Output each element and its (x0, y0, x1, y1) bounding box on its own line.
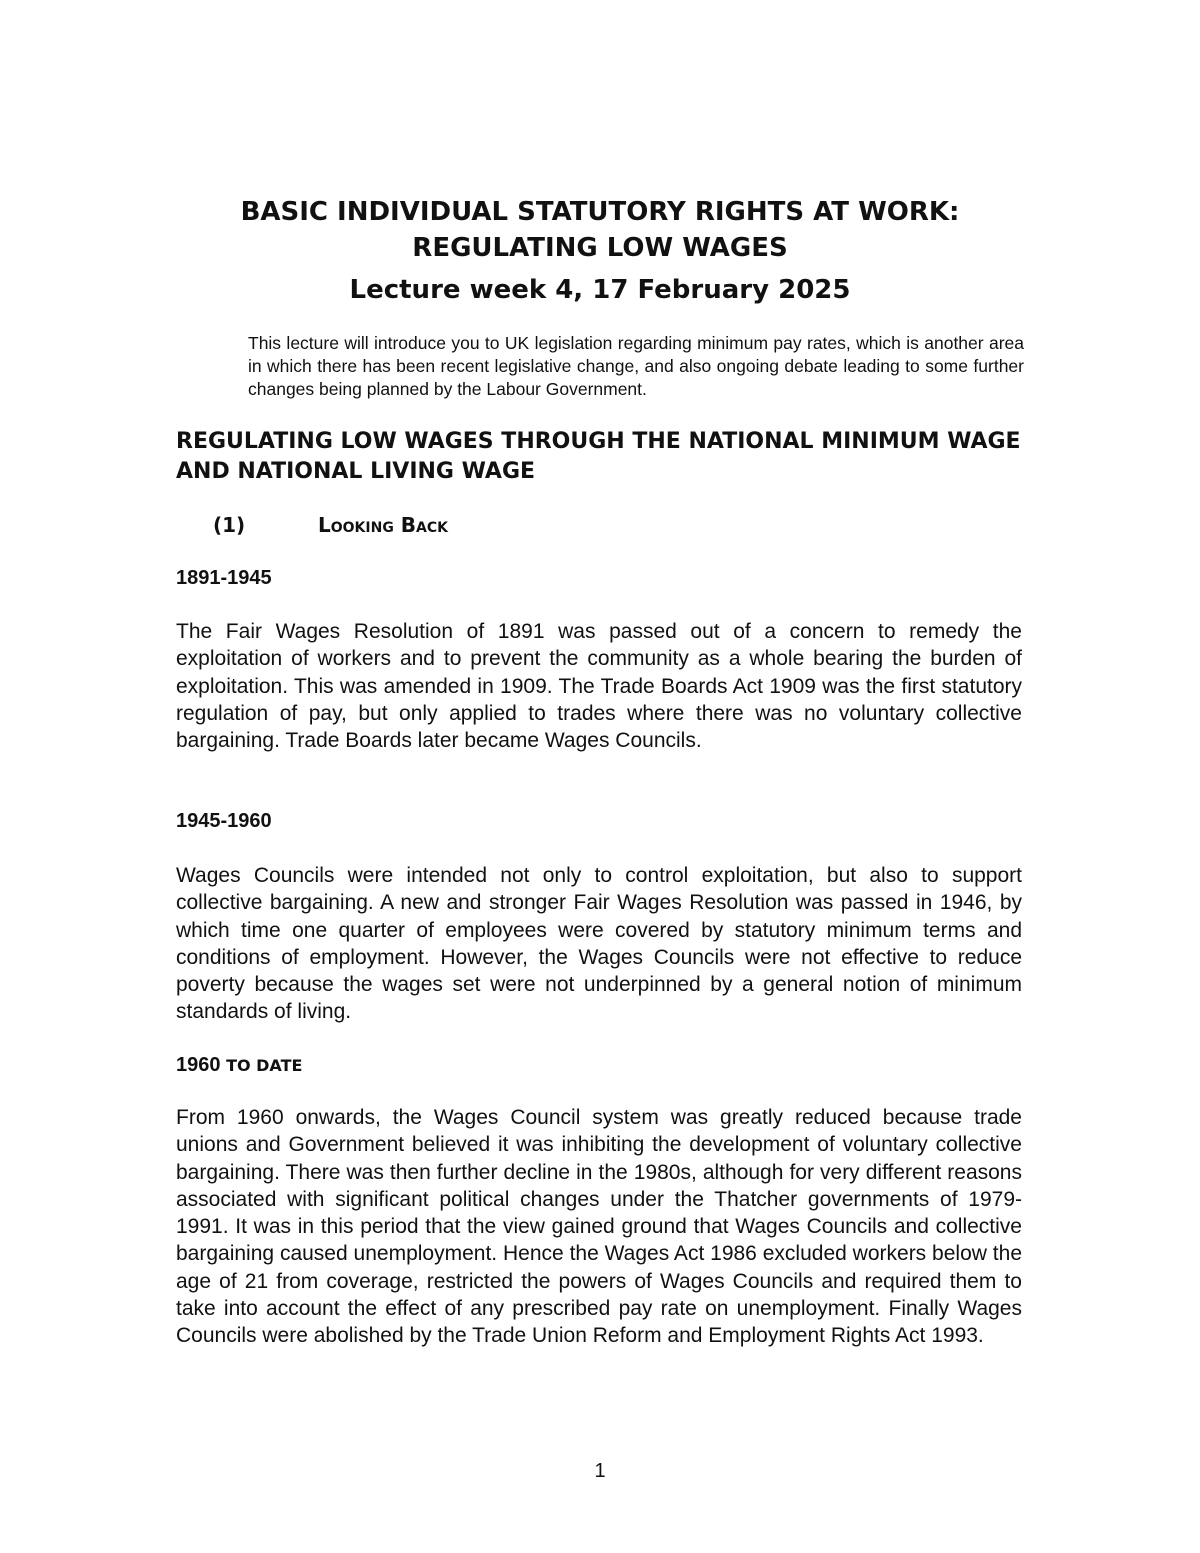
period-heading-text: 1891-1945 (176, 567, 272, 589)
period-paragraph-1945-1960: Wages Councils were intended not only to control exploitation, but also to support collective bargaining. A new and stronger Fair Wages Resolution was passed in 1946, by which time one quarter of employees were covered by statutory minimum terms and conditions of employment. However, the Wages Councils were not effective to reduce poverty because the wages set were not underpinned by a general notion of minimum standards of living. (176, 864, 1022, 1024)
period-heading-suffix: TO DATE (226, 1056, 303, 1075)
period-paragraph-1960-to-date: From 1960 onwards, the Wages Council system was greatly reduced because trade unions and Government believed it was inhibiting the development of voluntary collective bargaining. There was then further decline in the 1980s, although for very different reasons associated with significant political changes under the Thatcher governments of 1979-1991. It was in this period that the view gained ground that Wages Councils and collective bargaining caused unemployment. Hence the Wages Act 1986 excluded workers below the age of 21 from coverage, restricted the powers of Wages Councils and required them to take into account the effect of any prescribed pay rate on unemployment. Finally Wages Councils were abolished by the Trade Union Reform and Employment Rights Act 1993. (176, 1106, 1022, 1348)
period-heading-text: 1945-1960 (176, 810, 272, 832)
page-number: 1 (594, 1460, 606, 1482)
subsection-heading (213, 511, 448, 539)
period-heading-1945-1960 (176, 808, 272, 834)
title-line-1: BASIC INDIVIDUAL STATUTORY RIGHTS AT WORK: (240, 197, 960, 227)
period-heading-1891-1945 (176, 565, 272, 591)
period-heading-text: 1960 (176, 1054, 221, 1076)
period-paragraph-1891-1945: The Fair Wages Resolution of 1891 was passed out of a concern to remedy the exploitation of workers and to prevent the community as a whole bearing the burden of exploitation. This was amended in 1909. The Trade Boards Act 1909 was the first statutory regulation of pay, but only applied to trades where there was no voluntary collective bargaining. Trade Boards later became Wages Councils. (176, 620, 1022, 753)
lecture-subtitle: Lecture week 4, 17 February 2025 (349, 275, 851, 305)
period-heading-1960-to-date (176, 1052, 302, 1079)
subsection-label: Looking Back (318, 513, 448, 537)
subsection-number: (1) (213, 513, 246, 537)
section-heading: REGULATING LOW WAGES THROUGH THE NATIONAL MINIMUM WAGE AND NATIONAL LIVING WAGE (176, 429, 1021, 484)
document-title-block (150, 194, 1050, 308)
title-line-2: REGULATING LOW WAGES (412, 233, 788, 263)
intro-paragraph: This lecture will introduce you to UK legislation regarding minimum pay rates, which is another area in which there has been recent legislative change, and also ongoing debate leading to some further changes being planned by the Labour Government. (248, 333, 1024, 399)
